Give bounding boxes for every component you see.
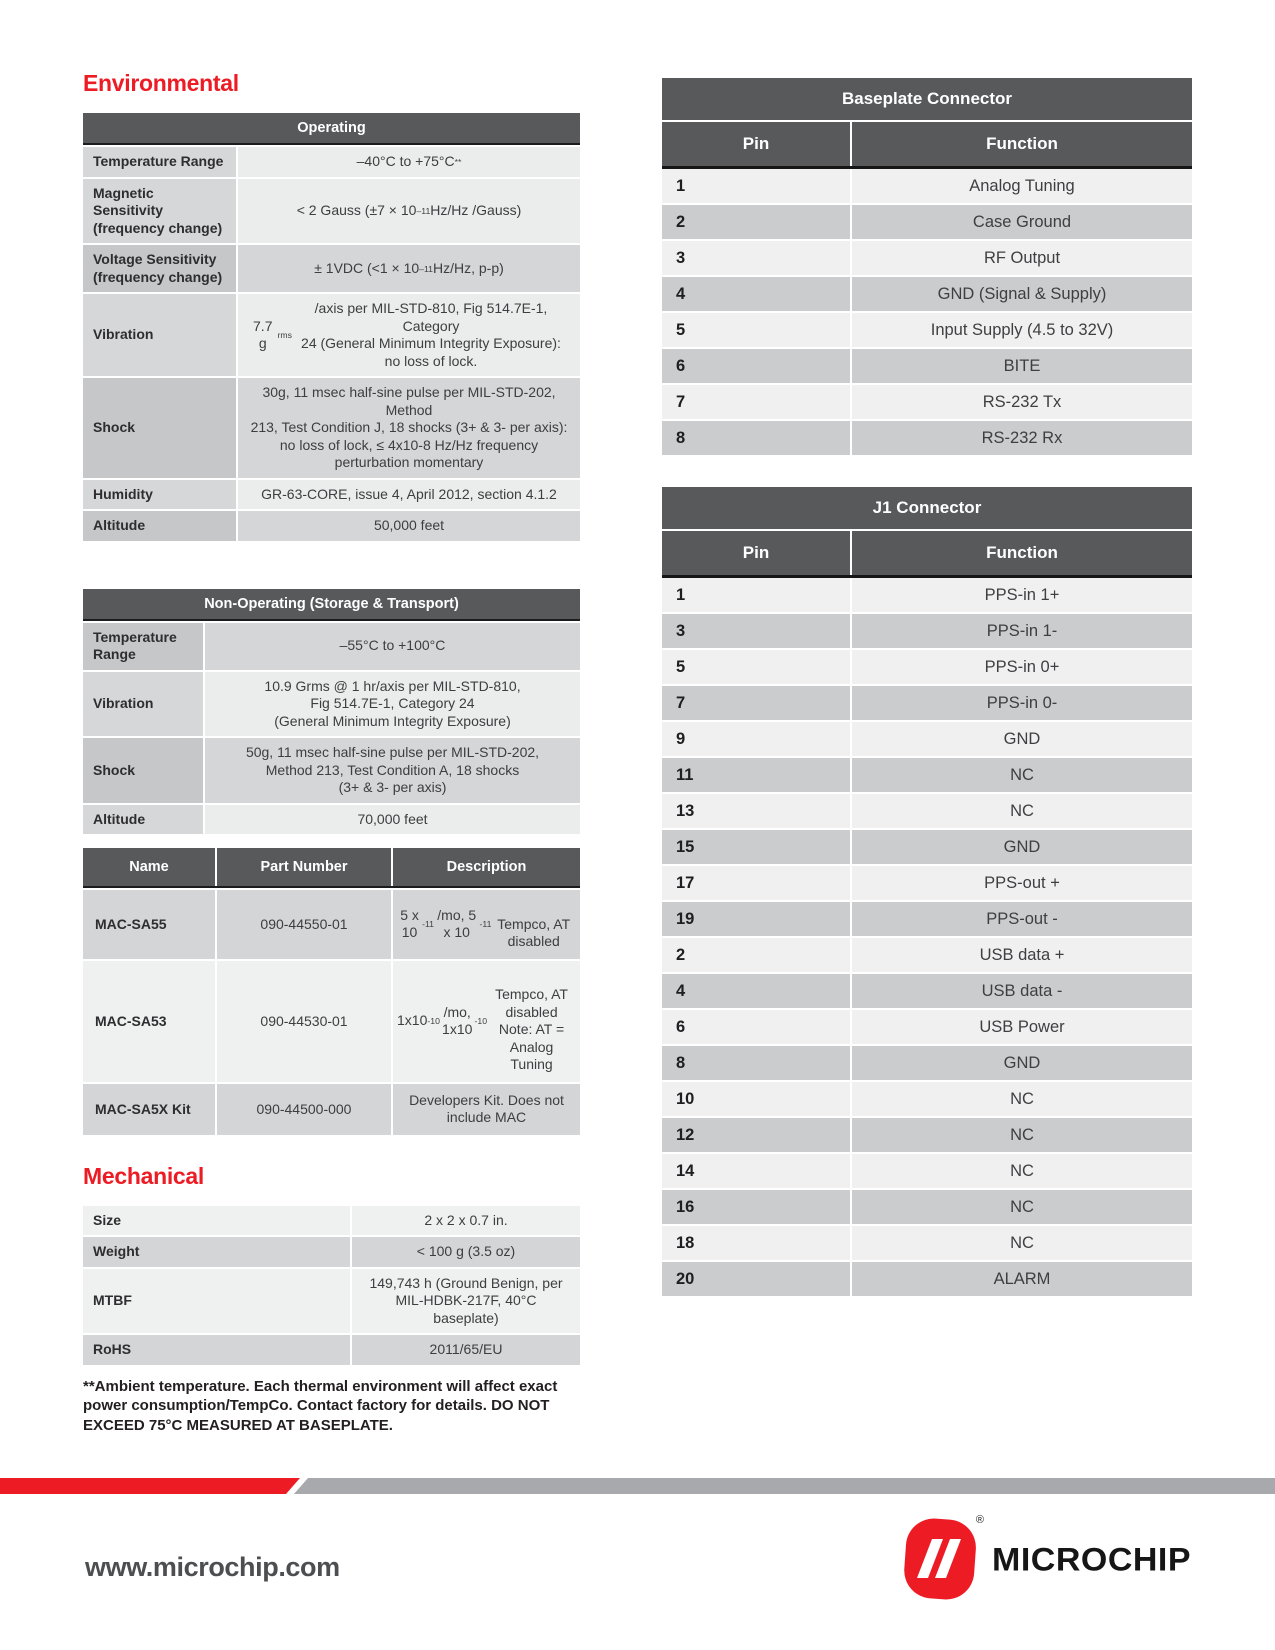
spec-value-cell: 10.9 Grms @ 1 hr/axis per MIL-STD-810, Fig 514.7E-1, Category 24 (General Minimum Integrity Exposure) bbox=[205, 672, 580, 737]
function-cell: PPS-in 0- bbox=[986, 694, 1058, 712]
pin-cell: 6 bbox=[662, 1010, 852, 1044]
pin-cell: 14 bbox=[662, 1154, 852, 1188]
spec-row bbox=[83, 378, 580, 478]
parts-part-number-cell: 090-44500-000 bbox=[217, 1084, 393, 1135]
spec-value-cell: < 2 Gauss (±7 × 10 –11 Hz/Hz /Gauss) bbox=[238, 179, 580, 244]
connector-row bbox=[662, 578, 1192, 614]
function-cell: NC bbox=[1010, 766, 1034, 784]
spec-row bbox=[83, 1237, 580, 1267]
function-cell: GND bbox=[1003, 1054, 1041, 1072]
pin-cell: 7 bbox=[662, 385, 852, 419]
spec-value-cell: –40°C to +75°C ** bbox=[238, 147, 580, 177]
connector-row bbox=[662, 974, 1192, 1010]
connector-row bbox=[662, 650, 1192, 686]
spec-row bbox=[83, 1269, 580, 1334]
pin-cell: 2 bbox=[662, 205, 852, 239]
microchip-logo bbox=[898, 1516, 1191, 1604]
spec-value-cell: 50g, 11 msec half-sine pulse per MIL-STD-202, Method 213, Test Condition A, 18 shocks (3+ & 3- per axis) bbox=[205, 738, 580, 803]
connector-row bbox=[662, 1046, 1192, 1082]
function-cell: NC bbox=[1010, 1162, 1034, 1180]
connector-row bbox=[662, 938, 1192, 974]
microchip-logo-icon bbox=[898, 1516, 982, 1604]
spec-label-cell: Vibration bbox=[83, 294, 238, 376]
parts-name-cell: MAC-SA53 bbox=[83, 961, 217, 1082]
parts-part-number-cell: 090-44530-01 bbox=[217, 961, 393, 1082]
pin-cell: 19 bbox=[662, 902, 852, 936]
connector-row bbox=[662, 241, 1192, 277]
pin-cell: 6 bbox=[662, 349, 852, 383]
spec-value-cell: GR-63-CORE, issue 4, April 2012, section 4.1.2 bbox=[238, 480, 580, 510]
baseplate-connector-header bbox=[662, 122, 1192, 169]
function-cell: USB data + bbox=[979, 946, 1065, 964]
spec-row bbox=[83, 245, 580, 292]
footer-url: www.microchip.com bbox=[85, 1552, 340, 1582]
j1-connector-header bbox=[662, 531, 1192, 578]
connector-row bbox=[662, 169, 1192, 205]
spec-row bbox=[83, 672, 580, 737]
parts-row bbox=[83, 890, 580, 959]
footer-gray-bar bbox=[294, 1478, 1275, 1494]
function-cell: PPS-in 1- bbox=[986, 622, 1058, 640]
j1-connector-title: J1 Connector bbox=[662, 487, 1192, 531]
connector-row bbox=[662, 1082, 1192, 1118]
function-cell: NC bbox=[1010, 1198, 1034, 1216]
right-column bbox=[662, 78, 1192, 1298]
j1-connector-table bbox=[662, 487, 1192, 1298]
operating-table-title: Operating bbox=[83, 113, 580, 145]
parts-row bbox=[83, 961, 580, 1082]
pin-cell: 3 bbox=[662, 614, 852, 648]
pin-cell: 18 bbox=[662, 1226, 852, 1260]
connector-row bbox=[662, 1190, 1192, 1226]
function-cell: GND bbox=[1003, 730, 1041, 748]
pin-cell: 13 bbox=[662, 794, 852, 828]
spec-label-cell: Humidity bbox=[83, 480, 238, 510]
function-cell: GND (Signal & Supply) bbox=[937, 285, 1107, 303]
baseplate-connector-title: Baseplate Connector bbox=[662, 78, 1192, 122]
spec-value-cell: 149,743 h (Ground Benign, per MIL-HDBK-217F, 40°C baseplate) bbox=[352, 1269, 580, 1334]
spec-row bbox=[83, 480, 580, 510]
pin-column-header: Pin bbox=[662, 122, 852, 166]
function-cell: PPS-in 0+ bbox=[984, 658, 1060, 676]
pin-cell: 1 bbox=[662, 578, 852, 612]
connector-row bbox=[662, 758, 1192, 794]
spec-label-cell: Vibration bbox=[83, 672, 205, 737]
spec-value-cell: ± 1VDC (<1 × 10 –11 Hz/Hz, p-p) bbox=[238, 245, 580, 292]
parts-table-header bbox=[83, 848, 580, 888]
pin-cell: 7 bbox=[662, 686, 852, 720]
connector-row bbox=[662, 1118, 1192, 1154]
function-cell: NC bbox=[1010, 802, 1034, 820]
connector-row bbox=[662, 421, 1192, 457]
connector-row bbox=[662, 1154, 1192, 1190]
spec-value-cell: 2011/65/EU bbox=[352, 1335, 580, 1365]
spec-row bbox=[83, 1335, 580, 1365]
pin-cell: 17 bbox=[662, 866, 852, 900]
pin-cell: 8 bbox=[662, 1046, 852, 1080]
parts-description-cell: 1x10 -10 /mo, 1x10 -10 Tempco, AT disabled Note: AT = Analog Tuning bbox=[393, 961, 580, 1082]
function-cell: USB data - bbox=[981, 982, 1063, 1000]
spec-row bbox=[83, 147, 580, 177]
ambient-temperature-footnote: **Ambient temperature. Each thermal environment will affect exact power consumption/TempCo. Contact factory for details. DO NOT EXCEED 75°C MEASURED AT BASEPLATE. bbox=[83, 1377, 558, 1434]
baseplate-connector-table bbox=[662, 78, 1192, 457]
environmental-heading: Environmental bbox=[83, 70, 239, 96]
function-column-header: Function bbox=[986, 134, 1058, 153]
connector-row bbox=[662, 866, 1192, 902]
connector-row bbox=[662, 686, 1192, 722]
connector-row bbox=[662, 349, 1192, 385]
function-cell: Input Supply (4.5 to 32V) bbox=[930, 321, 1114, 339]
pin-cell: 5 bbox=[662, 650, 852, 684]
non-operating-table bbox=[83, 589, 580, 835]
footer-red-bar bbox=[0, 1478, 300, 1494]
pin-cell: 15 bbox=[662, 830, 852, 864]
spec-label-cell: Shock bbox=[83, 378, 238, 478]
function-cell: RS-232 Tx bbox=[982, 393, 1062, 411]
operating-table bbox=[83, 113, 580, 541]
parts-description-cell: 5 x 10 -11 /mo, 5 x 10 -11 Tempco, AT disabled bbox=[393, 890, 580, 959]
pin-cell: 2 bbox=[662, 938, 852, 972]
parts-name-cell: MAC-SA55 bbox=[83, 890, 217, 959]
function-cell: GND bbox=[1003, 838, 1041, 856]
spec-label-cell: RoHS bbox=[83, 1335, 352, 1365]
j1-connector-body bbox=[662, 578, 1192, 1298]
function-cell: PPS-in 1+ bbox=[984, 586, 1060, 604]
pin-cell: 4 bbox=[662, 277, 852, 311]
pin-cell: 12 bbox=[662, 1118, 852, 1152]
spec-label-cell: Altitude bbox=[83, 805, 205, 835]
spec-value-cell: 30g, 11 msec half-sine pulse per MIL-STD-202, Method 213, Test Condition J, 18 shocks (3+ & 3- per axis): no loss of lock, ≤ 4x10-8 Hz/Hz frequency perturbation momentary bbox=[238, 378, 580, 478]
spec-label-cell: Size bbox=[83, 1206, 352, 1236]
pin-column-header: Pin bbox=[662, 531, 852, 575]
spec-label-cell: MTBF bbox=[83, 1269, 352, 1334]
pin-cell: 16 bbox=[662, 1190, 852, 1224]
parts-row bbox=[83, 1084, 580, 1135]
function-cell: RF Output bbox=[983, 249, 1061, 267]
function-cell: Analog Tuning bbox=[969, 177, 1075, 195]
connector-row bbox=[662, 830, 1192, 866]
connector-row bbox=[662, 902, 1192, 938]
left-column bbox=[83, 70, 580, 1435]
mechanical-table bbox=[83, 1206, 580, 1365]
mechanical-heading: Mechanical bbox=[83, 1162, 204, 1189]
baseplate-connector-body bbox=[662, 169, 1192, 457]
parts-header-name: Name bbox=[83, 848, 217, 886]
spec-value-cell: 70,000 feet bbox=[205, 805, 580, 835]
spec-value-cell: 50,000 feet bbox=[238, 511, 580, 541]
function-cell: USB Power bbox=[979, 1018, 1065, 1036]
function-cell: ALARM bbox=[993, 1270, 1051, 1288]
non-operating-table-title: Non-Operating (Storage & Transport) bbox=[83, 589, 580, 621]
pin-cell: 1 bbox=[662, 169, 852, 203]
function-cell: PPS-out + bbox=[984, 874, 1060, 892]
spec-value-cell: –55°C to +100°C bbox=[205, 623, 580, 670]
function-cell: Case Ground bbox=[972, 213, 1072, 231]
function-cell: NC bbox=[1010, 1090, 1034, 1108]
spec-row bbox=[83, 511, 580, 541]
connector-row bbox=[662, 277, 1192, 313]
connector-row bbox=[662, 794, 1192, 830]
parts-header-description: Description bbox=[446, 859, 527, 875]
spec-row bbox=[83, 179, 580, 244]
spec-value-cell: 2 x 2 x 0.7 in. bbox=[352, 1206, 580, 1236]
spec-label-cell: Temperature Range bbox=[83, 623, 205, 670]
spec-label-cell: Voltage Sensitivity (frequency change) bbox=[83, 245, 238, 292]
connector-row bbox=[662, 205, 1192, 241]
spec-value-cell: 7.7 g rms /axis per MIL-STD-810, Fig 514.7E-1, Category 24 (General Minimum Integrity Exposure): no loss of lock. bbox=[238, 294, 580, 376]
pin-cell: 3 bbox=[662, 241, 852, 275]
spec-label-cell: Altitude bbox=[83, 511, 238, 541]
pin-cell: 10 bbox=[662, 1082, 852, 1116]
spec-label-cell: Shock bbox=[83, 738, 205, 803]
function-cell: BITE bbox=[1003, 357, 1041, 375]
spec-label-cell: Temperature Range bbox=[83, 147, 238, 177]
function-cell: PPS-out - bbox=[986, 910, 1058, 928]
pin-cell: 20 bbox=[662, 1262, 852, 1296]
connector-row bbox=[662, 313, 1192, 349]
connector-row bbox=[662, 614, 1192, 650]
spec-value-cell: < 100 g (3.5 oz) bbox=[352, 1237, 580, 1267]
connector-row bbox=[662, 722, 1192, 758]
parts-table bbox=[83, 848, 580, 1135]
connector-row bbox=[662, 385, 1192, 421]
pin-cell: 5 bbox=[662, 313, 852, 347]
pin-cell: 4 bbox=[662, 974, 852, 1008]
function-cell: RS-232 Rx bbox=[981, 429, 1063, 447]
parts-description-cell: Developers Kit. Does not include MAC bbox=[393, 1084, 580, 1135]
registered-trademark-icon: ® bbox=[975, 1514, 984, 1526]
spec-label-cell: Magnetic Sensitivity (frequency change) bbox=[83, 179, 238, 244]
spec-row bbox=[83, 294, 580, 376]
connector-row bbox=[662, 1262, 1192, 1298]
parts-part-number-cell: 090-44550-01 bbox=[217, 890, 393, 959]
spec-row bbox=[83, 1206, 580, 1236]
function-column-header: Function bbox=[986, 543, 1058, 562]
spec-row bbox=[83, 623, 580, 670]
pin-cell: 11 bbox=[662, 758, 852, 792]
pin-cell: 8 bbox=[662, 421, 852, 455]
spec-row bbox=[83, 805, 580, 835]
parts-name-cell: MAC-SA5X Kit bbox=[83, 1084, 217, 1135]
connector-row bbox=[662, 1010, 1192, 1046]
connector-row bbox=[662, 1226, 1192, 1262]
spec-row bbox=[83, 738, 580, 803]
microchip-brand-text: MICROCHIP bbox=[992, 1541, 1192, 1578]
spec-label-cell: Weight bbox=[83, 1237, 352, 1267]
function-cell: NC bbox=[1010, 1126, 1034, 1144]
pin-cell: 9 bbox=[662, 722, 852, 756]
function-cell: NC bbox=[1010, 1234, 1034, 1252]
parts-header-part-number: Part Number bbox=[217, 848, 393, 886]
